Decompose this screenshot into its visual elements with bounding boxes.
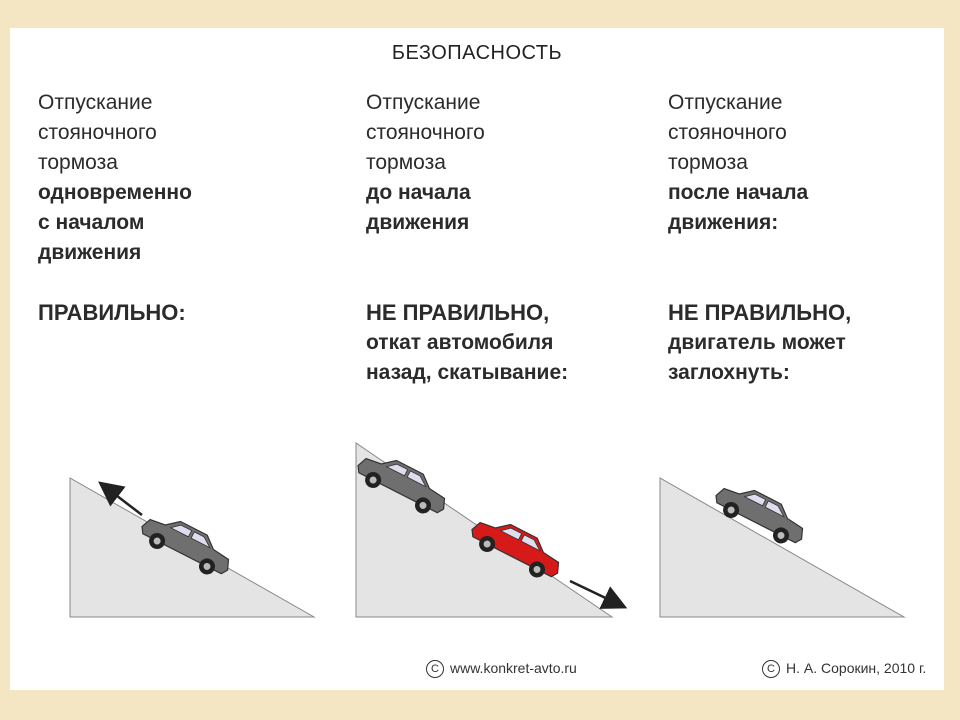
col3-bold1: после начала — [668, 181, 809, 204]
scene-stall — [650, 443, 920, 618]
slide-title: БЕЗОПАСНОСТЬ — [391, 42, 563, 64]
col1-line2: стояночного — [38, 121, 157, 144]
col3-verdict-sub2: заглохнуть: — [668, 361, 790, 384]
col3-bold2: движения: — [668, 211, 779, 234]
col2-bold2: движения — [366, 211, 470, 234]
copyright-icon-2: C — [762, 660, 780, 678]
scene-rollback — [348, 433, 638, 623]
footer-author — [762, 660, 926, 678]
col3-verdict: НЕ ПРАВИЛЬНО, — [668, 300, 852, 325]
col3-line3: тормоза — [668, 151, 748, 174]
col2-verdict-sub2: назад, скатывание: — [366, 361, 569, 384]
col1-line3: тормоза — [38, 151, 118, 174]
col1-bold3: движения — [38, 241, 142, 264]
col3-line1: Отпускание — [668, 91, 783, 114]
col3-bold3 — [668, 238, 938, 268]
col2-verdict-sub1: откат автомобиля — [366, 331, 554, 354]
col2-verdict: НЕ ПРАВИЛЬНО, — [366, 300, 550, 325]
col2-line1: Отпускание — [366, 91, 481, 114]
col2-line2: стояночного — [366, 121, 485, 144]
copyright-icon: C — [426, 660, 444, 678]
col2-bold1: до начала — [366, 181, 471, 204]
footer-author-text: Н. А. Сорокин, 2010 г. — [786, 659, 927, 676]
col1-line1: Отпускание — [38, 91, 153, 114]
col2-bold3 — [366, 238, 656, 268]
column-stall — [668, 88, 938, 388]
slope-3 — [660, 478, 904, 617]
col3-line2: стояночного — [668, 121, 787, 144]
footer-site — [426, 660, 577, 678]
col2-line3: тормоза — [366, 151, 446, 174]
col1-verdict: ПРАВИЛЬНО: — [38, 300, 186, 325]
footer-site-text: www.konkret-avto.ru — [450, 659, 577, 676]
scene-correct — [50, 443, 330, 618]
col3-verdict-sub1: двигатель может — [668, 331, 846, 354]
column-correct — [38, 88, 338, 328]
col1-bold1: одновременно — [38, 181, 192, 204]
slide — [10, 28, 944, 690]
column-rollback — [366, 88, 656, 388]
col1-bold2: с началом — [38, 211, 145, 234]
